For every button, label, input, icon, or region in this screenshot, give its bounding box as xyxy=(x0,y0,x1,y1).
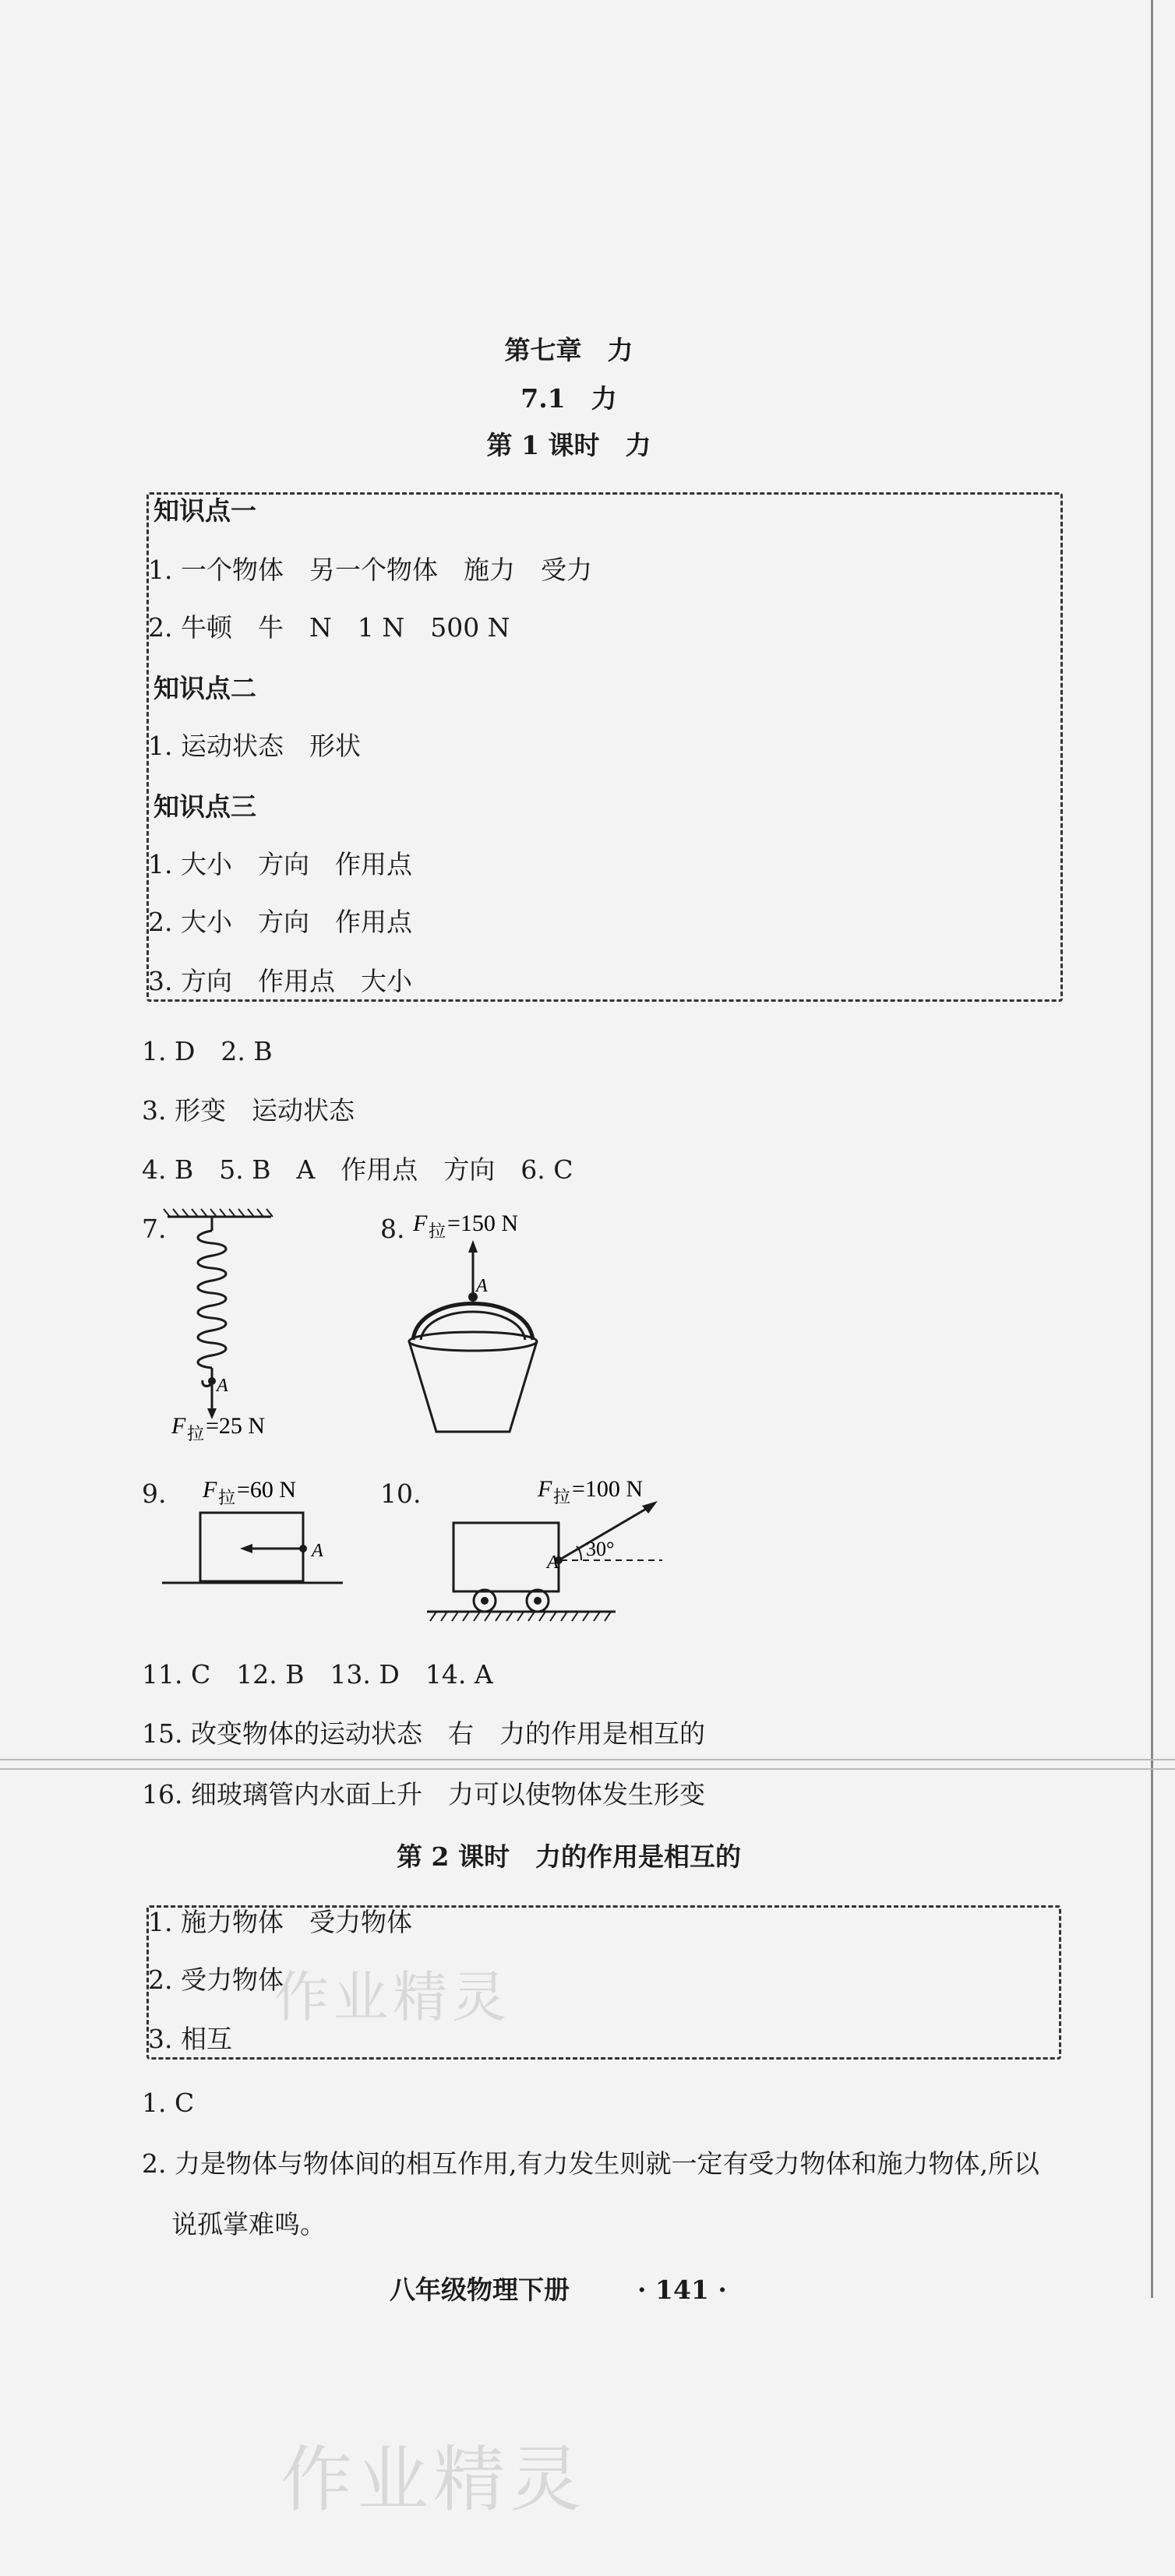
knowledge-point-3-line-1: 1. 大小 方向 作用点 xyxy=(148,849,412,879)
knowledge-point-2-title: 知识点二 xyxy=(153,673,256,703)
answer-11-14: 11. C 12. B 13. D 14. A xyxy=(142,1659,493,1690)
answer-3: 3. 形变 运动状态 xyxy=(142,1095,355,1126)
figure-10-angle-label: 30° xyxy=(586,1538,615,1560)
page-fold-line xyxy=(0,1759,1175,1760)
lesson2-box-line-1: 1. 施力物体 受力物体 xyxy=(148,1907,412,1937)
figure-10-force-subscript: 拉 xyxy=(553,1487,571,1506)
answer-15: 15. 改变物体的运动状态 右 力的作用是相互的 xyxy=(142,1718,705,1749)
figure-8-force-subscript: 拉 xyxy=(429,1221,446,1241)
figure-7-number: 7. xyxy=(142,1214,167,1244)
figure-7-spring-diagram xyxy=(156,1207,312,1441)
knowledge-point-3-title: 知识点三 xyxy=(153,791,256,822)
answer-4-6: 4. B 5. B A 作用点 方向 6. C xyxy=(142,1154,573,1185)
knowledge-point-1-line-1: 1. 一个物体 另一个物体 施力 受力 xyxy=(148,555,592,585)
figure-7-point-label: A xyxy=(217,1376,228,1396)
knowledge-point-1-title: 知识点一 xyxy=(153,495,256,526)
lesson2-answer-1: 1. C xyxy=(142,2088,195,2118)
figure-10-point-label: A xyxy=(547,1552,559,1573)
lesson2-answer-2-line-2: 说孤掌难鸣。 xyxy=(171,2209,326,2239)
figure-10-force-symbol: F xyxy=(538,1476,552,1502)
answer-1-2: 1. D 2. B xyxy=(142,1036,273,1066)
figure-8-force-value: =150 N xyxy=(447,1210,519,1236)
figure-7-force-value: =25 N xyxy=(206,1413,266,1439)
lesson1-title: 第 1 课时 力 xyxy=(486,430,651,460)
section-title: 7.1 力 xyxy=(520,383,617,414)
knowledge-point-1-line-2: 2. 牛顿 牛 N 1 N 500 N xyxy=(148,612,510,643)
watermark-2: 作业精灵 xyxy=(281,2438,587,2521)
figure-9-point-label: A xyxy=(312,1541,323,1561)
figure-9-force-symbol: F xyxy=(203,1477,217,1503)
figure-8-number: 8. xyxy=(380,1214,405,1244)
figure-7-force-symbol: F xyxy=(171,1413,186,1439)
knowledge-point-3-line-2: 2. 大小 方向 作用点 xyxy=(148,907,412,937)
lesson2-answer-2-line-1: 2. 力是物体与物体间的相互作用,有力发生则就一定有受力物体和施力物体,所以 xyxy=(142,2148,1039,2179)
chapter-title: 第七章 力 xyxy=(504,335,633,365)
figure-9-force-value: =60 N xyxy=(237,1477,297,1503)
footer-book-title: 八年级物理下册 xyxy=(390,2275,570,2305)
figure-9-force-subscript: 拉 xyxy=(218,1488,236,1507)
watermark-1: 作业精灵 xyxy=(274,1965,511,2029)
page-edge-line xyxy=(1151,0,1153,2298)
figure-7-force-subscript: 拉 xyxy=(187,1424,205,1443)
figure-10-force-value: =100 N xyxy=(572,1476,644,1502)
figure-9-point-a xyxy=(299,1545,307,1552)
figure-9-number: 9. xyxy=(142,1478,167,1509)
page-fold-line-2 xyxy=(0,1768,1175,1770)
figure-8-force-symbol: F xyxy=(413,1210,428,1236)
figure-9-box-diagram xyxy=(156,1472,358,1597)
lesson2-box-line-3: 3. 相互 xyxy=(148,2024,232,2054)
figure-10-cart-diagram xyxy=(421,1468,670,1632)
lesson2-title: 第 2 课时 力的作用是相互的 xyxy=(397,1841,741,1872)
answer-16: 16. 细玻璃管内水面上升 力可以使物体发生形变 xyxy=(142,1779,705,1810)
figure-8-bucket-diagram xyxy=(390,1206,577,1440)
lesson2-box-line-2: 2. 受力物体 xyxy=(148,1965,284,1995)
figure-8-point-label: A xyxy=(476,1276,488,1296)
figure-8-point-a xyxy=(468,1292,478,1302)
figure-10-number: 10. xyxy=(380,1478,422,1509)
knowledge-point-3-line-3: 3. 方向 作用点 大小 xyxy=(148,966,412,996)
knowledge-point-2-line-1: 1. 运动状态 形状 xyxy=(148,731,361,761)
footer-page-number: · 141 · xyxy=(637,2275,727,2305)
